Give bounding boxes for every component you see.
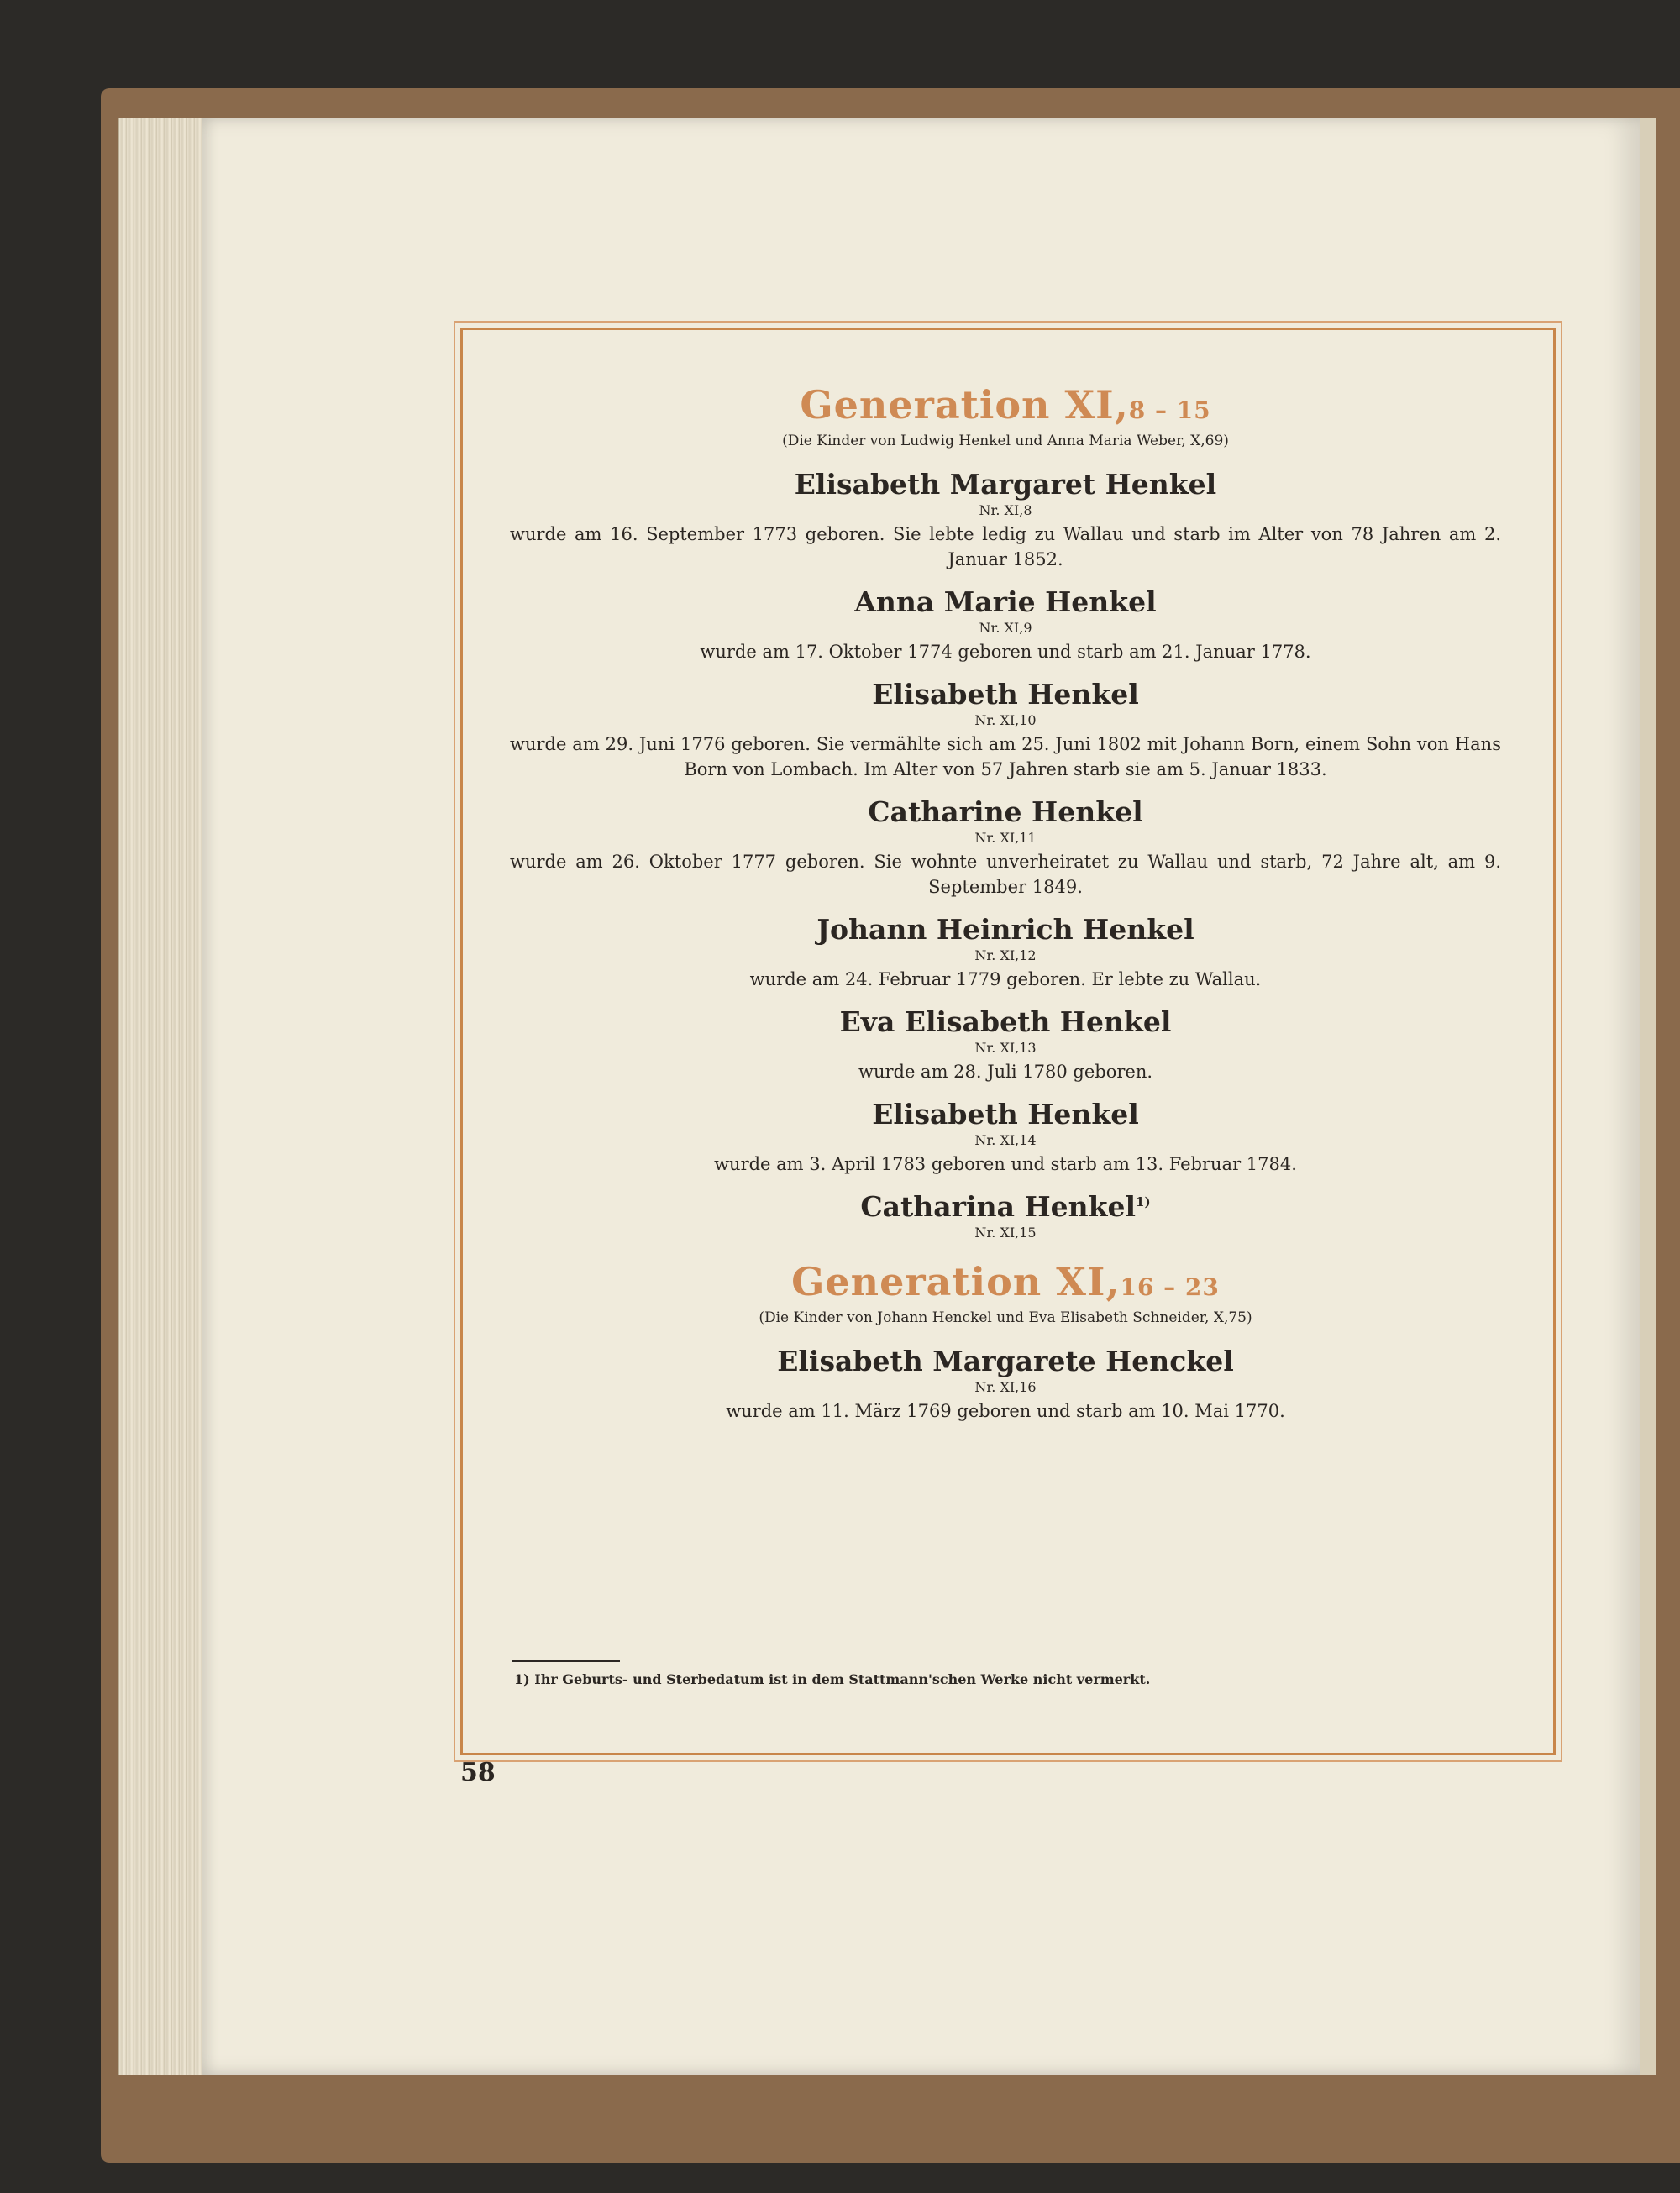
person-name: Anna Marie Henkel	[854, 585, 1157, 618]
person-number: Nr. XI,16	[974, 1379, 1037, 1395]
person-text: wurde am 11. März 1769 geboren und starb am 10. Mai 1770.	[726, 1401, 1285, 1421]
person-name: Johann Heinrich Henkel	[816, 913, 1194, 946]
person-number: Nr. XI,12	[974, 947, 1037, 963]
person-entry	[470, 1005, 1541, 1084]
person-number: Nr. XI,8	[979, 502, 1032, 518]
page-gutter	[1640, 118, 1656, 2075]
person-entry	[470, 468, 1541, 572]
person-text: wurde am 17. Oktober 1774 geboren und starb am 21. Januar 1778.	[700, 642, 1311, 662]
person-number: Nr. XI,13	[974, 1040, 1037, 1056]
footnote: 1) Ihr Geburts- und Sterbedatum ist in dem Stattmann'schen Werke nicht vermerkt.	[514, 1671, 1151, 1687]
person-text: wurde am 29. Juni 1776 geboren. Sie vermählte sich am 25. Juni 1802 mit Johann Born, einem Sohn von Hans Born von Lombach. Im Alter von 57 Jahren starb sie am 5. Januar 1833.	[510, 734, 1501, 779]
person-entry	[470, 585, 1541, 664]
generation-parents-2: (Die Kinder von Johann Henckel und Eva Elisabeth Schneider, X,75)	[759, 1309, 1252, 1326]
footnote-marker: 1)	[1136, 1194, 1151, 1209]
person-entry	[470, 913, 1541, 992]
person-text: wurde am 3. April 1783 geboren und starb am 13. Februar 1784.	[714, 1154, 1297, 1174]
person-entry	[470, 1098, 1541, 1177]
person-number: Nr. XI,10	[974, 712, 1037, 728]
person-name: Catharine Henkel	[868, 795, 1143, 828]
person-entry	[470, 795, 1541, 900]
person-number: Nr. XI,15	[974, 1225, 1037, 1241]
person-name: Catharina Henkel$^{1)}$	[860, 1190, 1151, 1223]
person-name: Elisabeth Henkel	[872, 1098, 1139, 1131]
person-text: wurde am 28. Juli 1780 geboren.	[858, 1062, 1153, 1082]
generation-parents-1: (Die Kinder von Ludwig Henkel und Anna Maria Weber, X,69)	[782, 433, 1229, 449]
person-text: wurde am 26. Oktober 1777 geboren. Sie wohnte unverheiratet zu Wallau und starb, 72 Jahre alt, am 9. September 1849.	[510, 852, 1501, 897]
person-name: Eva Elisabeth Henkel	[839, 1005, 1172, 1038]
person-number: Nr. XI,14	[974, 1132, 1037, 1148]
generation-heading-1: Generation XI,8 – 15	[800, 382, 1211, 428]
person-entry	[470, 1345, 1541, 1424]
page-content	[470, 374, 1541, 1739]
person-entry	[470, 1190, 1541, 1241]
footnote-rule	[512, 1660, 620, 1662]
person-name: Elisabeth Henkel	[872, 678, 1139, 711]
page-edges	[118, 118, 212, 2075]
person-text: wurde am 16. September 1773 geboren. Sie lebte ledig zu Wallau und starb im Alter von 78 Jahren am 2. Januar 1852.	[510, 524, 1501, 569]
page-number: 58	[460, 1758, 496, 1787]
person-name: Elisabeth Margarete Henckel	[777, 1345, 1234, 1377]
generation-heading-2: Generation XI,16 – 23	[791, 1259, 1220, 1304]
person-number: Nr. XI,11	[974, 830, 1037, 846]
person-name: Elisabeth Margaret Henkel	[794, 468, 1217, 501]
person-entry	[470, 678, 1541, 782]
person-number: Nr. XI,9	[979, 620, 1032, 636]
person-text: wurde am 24. Februar 1779 geboren. Er lebte zu Wallau.	[749, 969, 1262, 989]
